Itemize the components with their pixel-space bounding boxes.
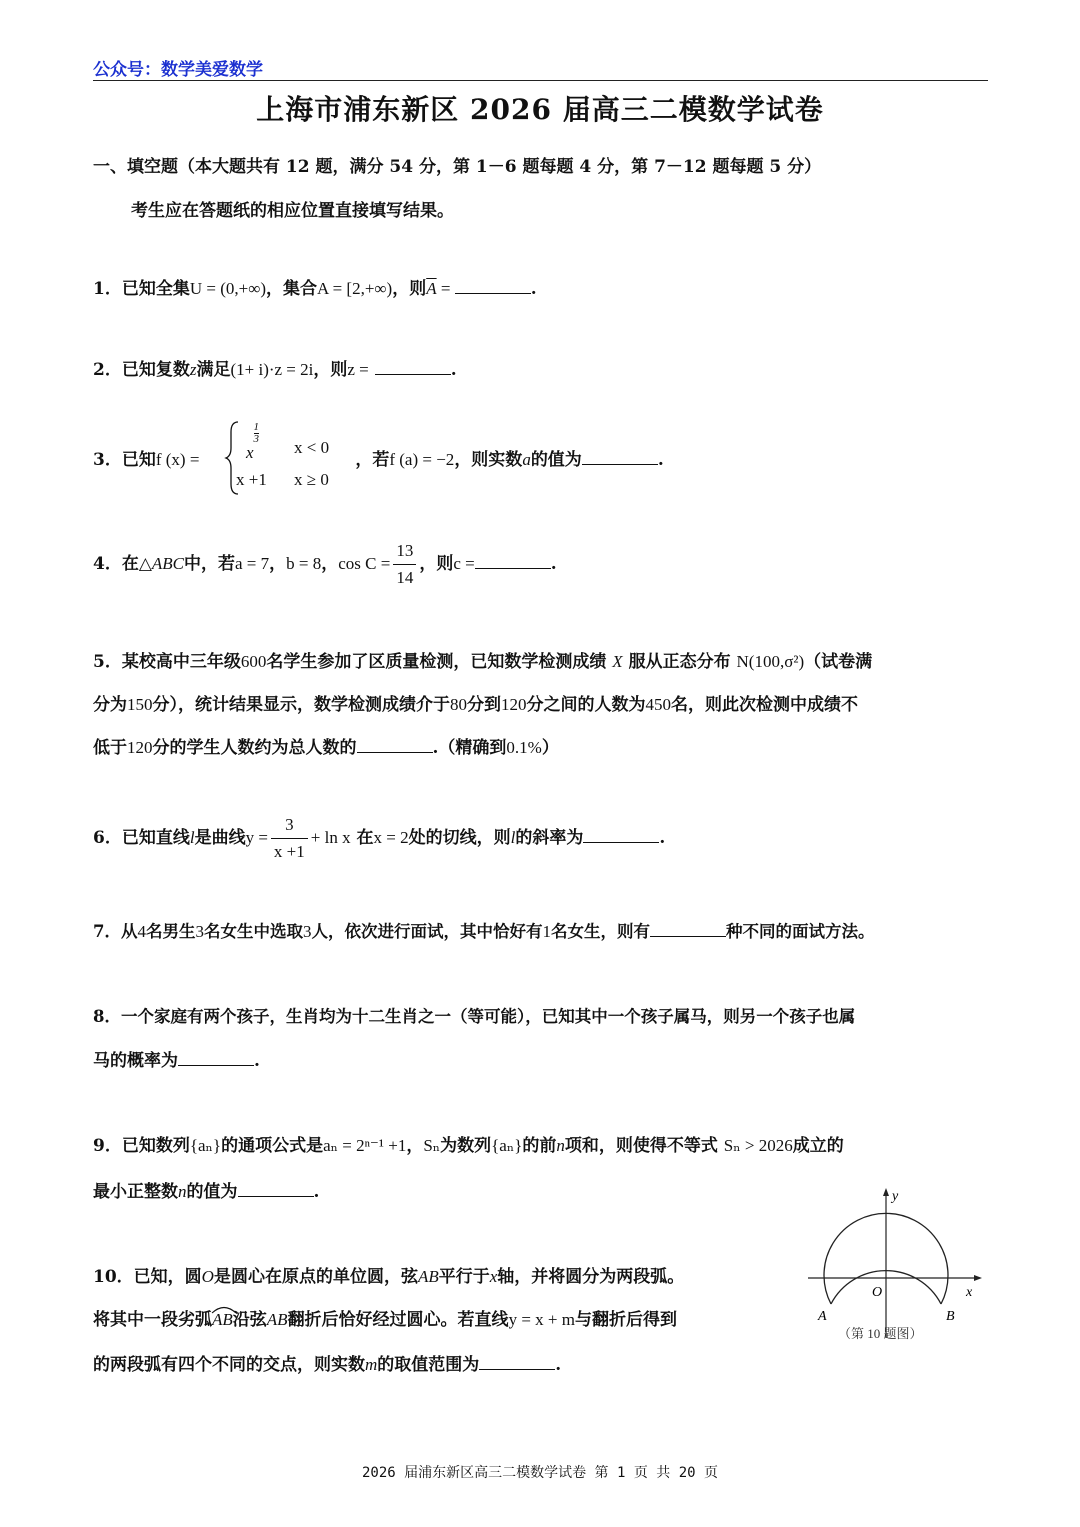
answer-blank[interactable] bbox=[455, 279, 531, 294]
answer-blank[interactable] bbox=[375, 360, 451, 375]
question-5-line-3: 低于120分的学生人数约为总人数的 .（精确到0.1%） bbox=[93, 738, 559, 758]
header-rule bbox=[93, 80, 988, 81]
answer-blank[interactable] bbox=[583, 828, 659, 843]
y-axis-arrow-icon bbox=[883, 1188, 889, 1196]
question-10-line-3: 的两段弧有四个不同的交点，则实数m的取值范围为 . bbox=[93, 1355, 562, 1375]
question-1: 1．已知全集U = (0,+∞)，集合A = [2,+∞)，则$\overline{A}$ = . bbox=[93, 279, 537, 299]
label-b: B bbox=[946, 1309, 955, 1324]
section-heading: 一、填空题（本大题共有 12 题，满分 54 分，第 1－6 题每题 4 分，第 7－12 题每题 5 分） bbox=[93, 157, 822, 177]
figure-10 bbox=[800, 1186, 985, 1350]
question-5-line-2: 分为150分），统计结果显示，数学检测成绩介于80分到120分之间的人数为450名，则此次检测中成绩不 bbox=[93, 695, 858, 715]
x-axis-arrow-icon bbox=[974, 1275, 982, 1281]
label-o: O bbox=[872, 1285, 883, 1300]
question-4: 4．在△ABC中，若a = 7，b = 8，cos C = $\frac{13}{14}$ ，则c = . bbox=[93, 538, 557, 591]
question-9-line-2: 最小正整数n的值为 . bbox=[93, 1182, 320, 1202]
answer-blank[interactable] bbox=[479, 1355, 555, 1370]
question-3: 3．已知f (x) = ，若f (a) = −2，则实数a的值为 . bbox=[93, 450, 664, 470]
question-6: 6．已知直线l是曲线y = $\frac{3}{x +1}$ + ln x 在x = 2处的切线，则l的斜率为 . bbox=[93, 812, 665, 865]
question-8-line-1: 8．一个家庭有两个孩子，生肖均为十二生肖之一（等可能），已知其中一个孩子属马，则另一个孩子也属 bbox=[93, 1007, 856, 1026]
answer-blank[interactable] bbox=[238, 1182, 314, 1197]
label-y: y bbox=[892, 1189, 899, 1204]
case-1: x $\frac{1}{3}$ x < 0 bbox=[246, 421, 330, 462]
question-7: 7．从4名男生3名女生中选取3人，依次进行面试，其中恰好有1名女生，则有 种不同的面试方法。 bbox=[93, 922, 875, 941]
answer-blank[interactable] bbox=[357, 738, 433, 753]
arc-icon bbox=[210, 1304, 238, 1314]
label-x: x bbox=[966, 1285, 973, 1300]
arc-ab: AB bbox=[212, 1310, 233, 1329]
question-10-line-1: 10．已知，圆O是圆心在原点的单位圆，弦AB平行于x轴，并将圆分为两段弧。 bbox=[93, 1267, 685, 1287]
fraction-3-over-x-plus-1: $\frac{3}{x +1}$ bbox=[271, 812, 308, 865]
page-footer: 2026 届浦东新区高三二模数学试卷 第 1 页 共 20 页 bbox=[361, 1465, 718, 1481]
circle-diagram bbox=[800, 1186, 985, 1346]
answer-blank[interactable] bbox=[178, 1051, 254, 1066]
fraction-13-14: $\frac{13}{14}$ bbox=[393, 538, 416, 591]
section-instruction: 考生应在答题纸的相应位置直接填写结果。 bbox=[131, 201, 454, 221]
figure-caption: （第 10 题图） bbox=[838, 1326, 923, 1341]
question-8-line-2: 马的概率为 . bbox=[93, 1051, 260, 1071]
brand-label: 公众号：数学美爱数学 bbox=[93, 60, 263, 80]
page-title: 上海市浦东新区 2026 届高三二模数学试卷 bbox=[256, 93, 824, 126]
question-9-line-1: 9．已知数列{aₙ}的通项公式是aₙ = 2ⁿ⁻¹ +1，Sₙ为数列{aₙ}的前n项和，则使得不等式 Sₙ > 2026成立的 bbox=[93, 1136, 844, 1156]
label-a: A bbox=[818, 1309, 827, 1324]
answer-blank[interactable] bbox=[582, 450, 658, 465]
answer-blank[interactable] bbox=[650, 922, 726, 937]
question-2: 2．已知复数z满足(1+ i)·z = 2i，则z = . bbox=[93, 360, 457, 380]
answer-blank[interactable] bbox=[475, 554, 551, 569]
question-10-line-2: 将其中一段劣弧 AB沿弦AB翻折后恰好经过圆心。若直线y = x + m与翻折后得到 bbox=[93, 1305, 677, 1330]
case-2: x +1 x ≥ 0 bbox=[236, 470, 329, 489]
question-5-line-1: 5．某校高中三年级600名学生参加了区质量检测，已知数学检测成绩 X 服从正态分布 N(100,σ²)（试卷满 bbox=[93, 652, 873, 672]
